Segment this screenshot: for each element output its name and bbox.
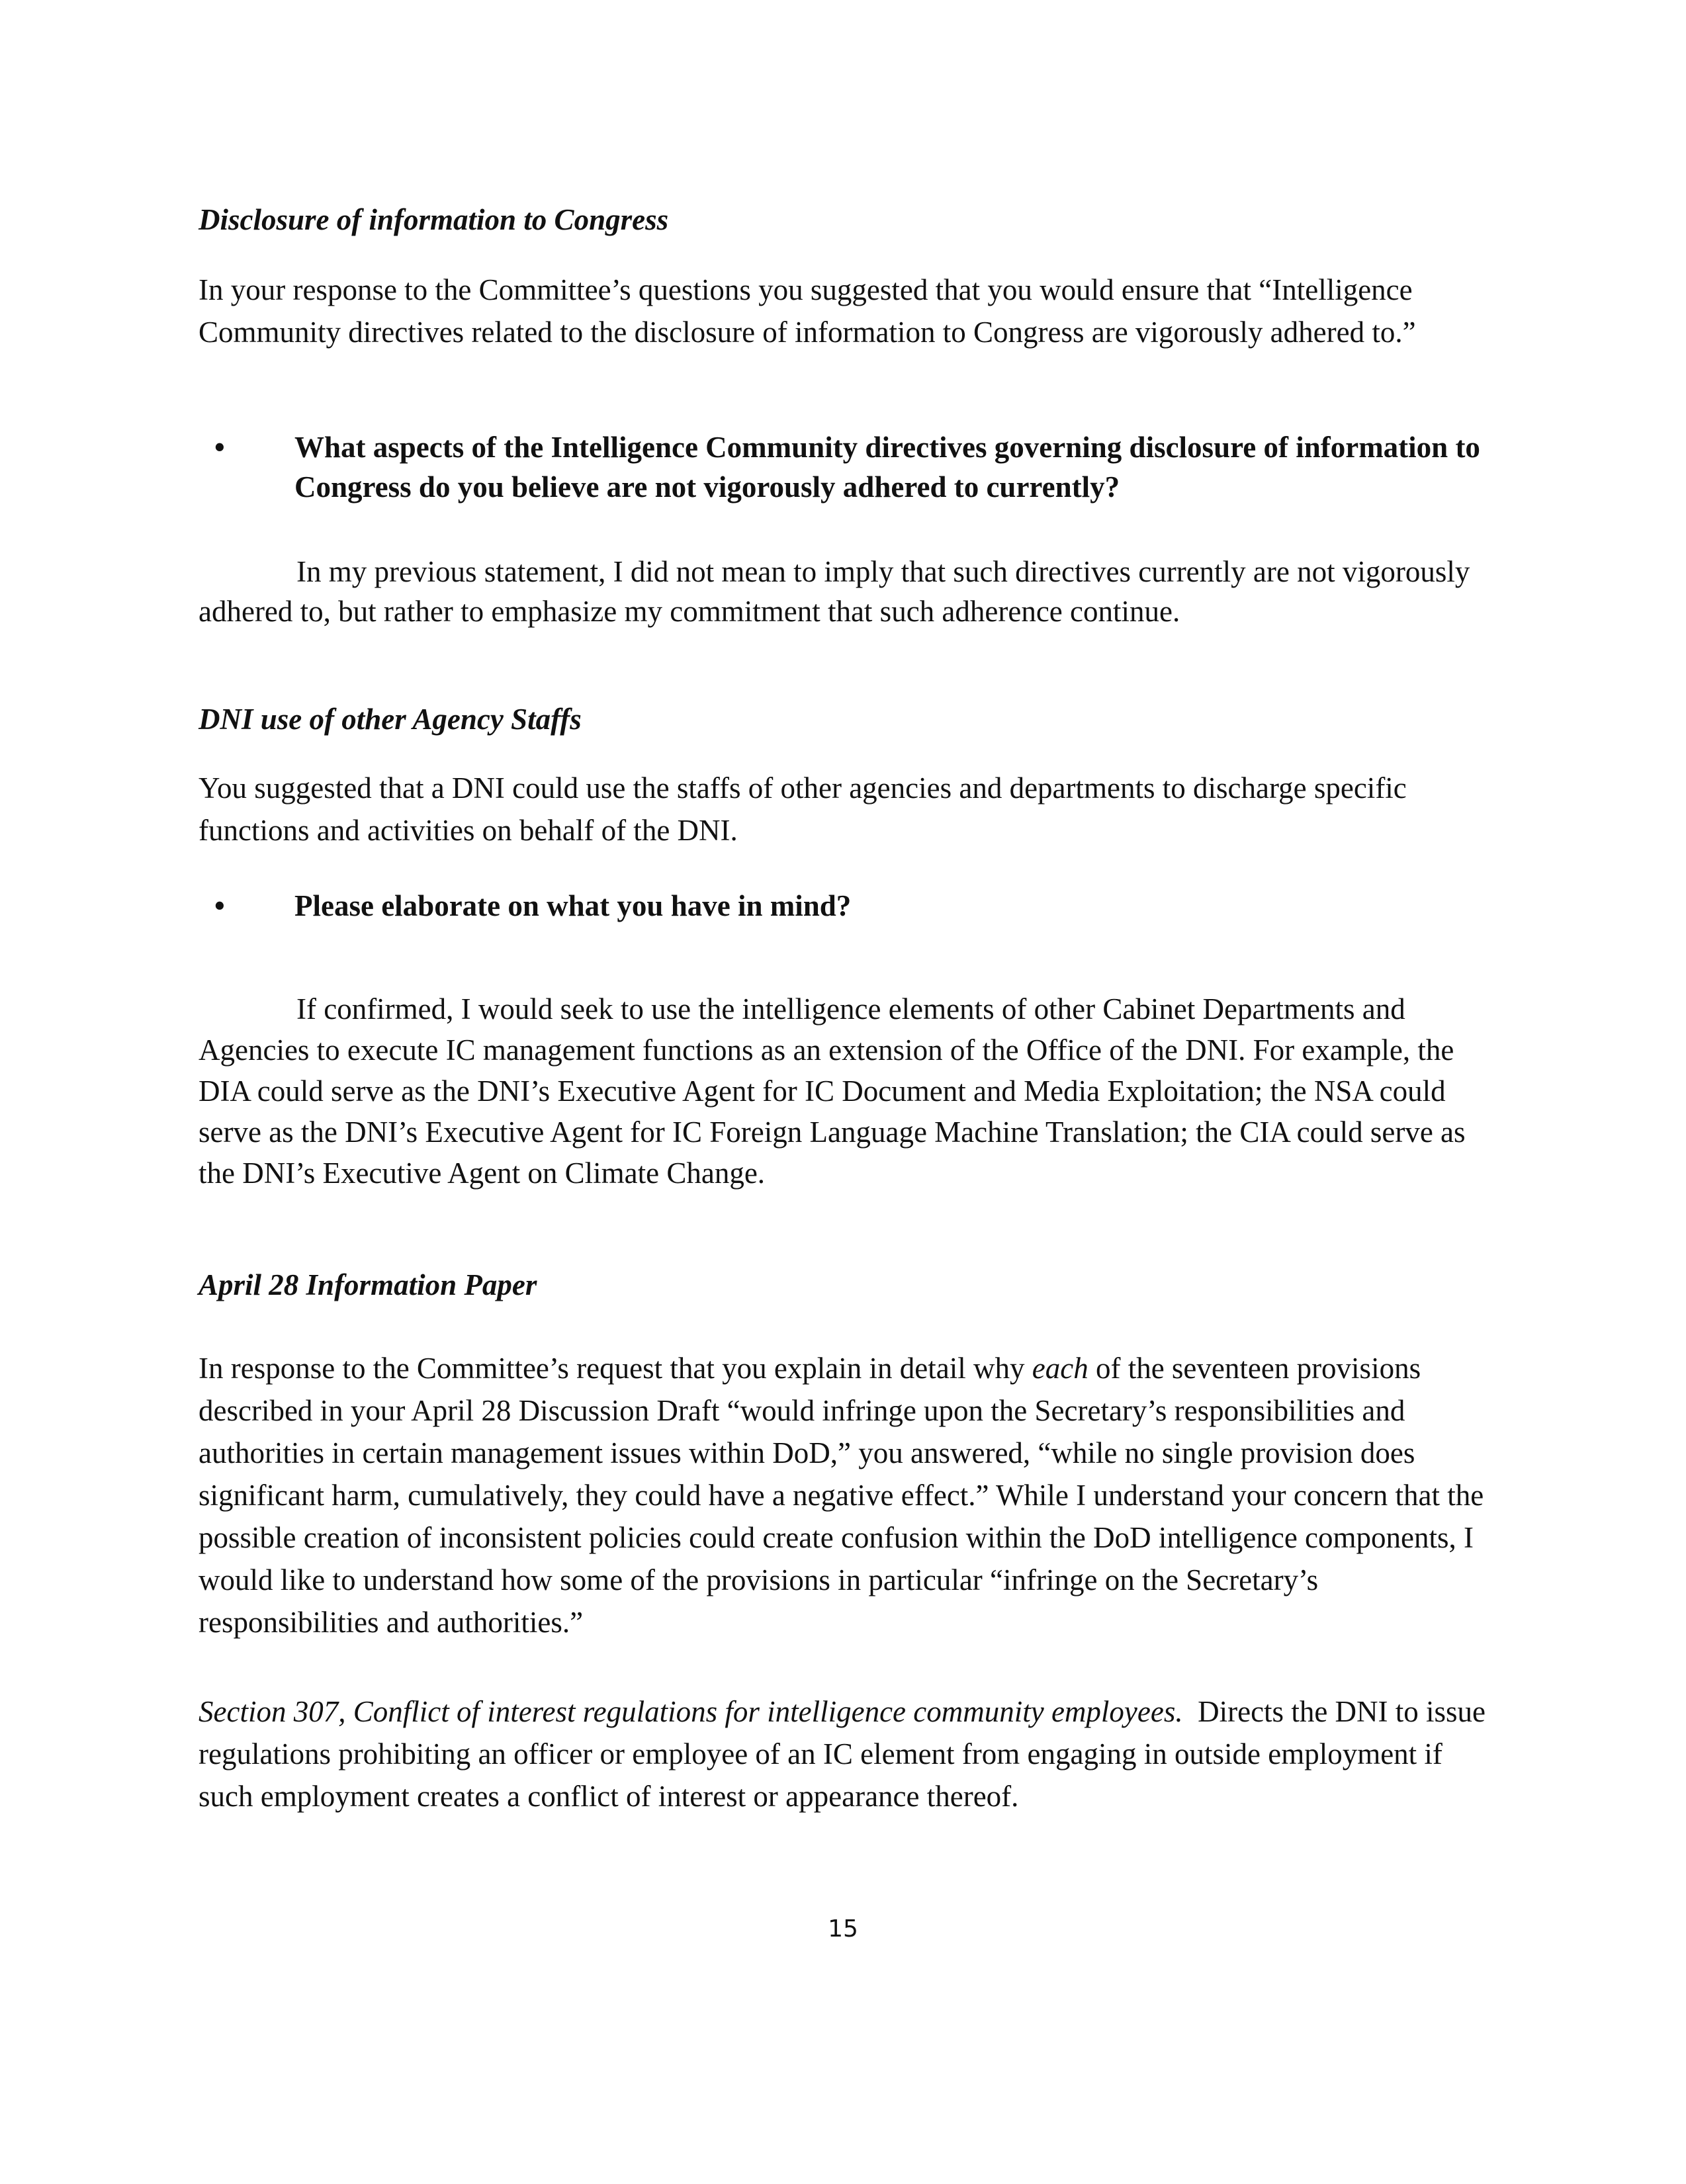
intro-emphasis: each <box>1032 1352 1088 1385</box>
section-heading-dni-staffs: DNI use of other Agency Staffs <box>199 703 582 736</box>
section-intro-dni-staffs: You suggested that a DNI could use the staffs of other agencies and departments to discharge specific functions and activities on behalf of the DNI. <box>199 771 1407 847</box>
question-text: What aspects of the Intelligence Community directives governing disclosure of information to Congress do you believe are not vigorously adhered to currently? <box>294 431 1480 503</box>
question-text: Please elaborate on what you have in mind? <box>294 889 852 922</box>
heading-text: April 28 Information Paper <box>199 1268 537 1301</box>
bullet-icon: • <box>214 431 225 464</box>
page-number: 15 <box>828 1915 858 1943</box>
section-heading-april-28 <box>199 1264 1495 1306</box>
question-bullet-dni-staffs <box>199 885 1495 927</box>
provision-text: Directs the DNI to issue regulations prohibiting an officer or employee of an IC element from engaging in outside employment if such employment creates a conflict of interest or appearance thereof. <box>199 1695 1493 1813</box>
intro-text-part1: In response to the Committee’s request that you explain in detail why <box>199 1352 1032 1385</box>
question-bullet-disclosure <box>199 427 1495 507</box>
provision-section-307 <box>199 1690 1495 1817</box>
provision-title: Section 307, Conflict of interest regulations for intelligence community employees. <box>199 1695 1183 1728</box>
answer-disclosure: In my previous statement, I did not mean to imply that such directives currently are not vigorously adhered to, but rather to emphasize my commitment that such adherence continue. <box>199 555 1470 628</box>
intro-text-part2: of the seventeen provisions described in your April 28 Discussion Draft “would infringe upon the Secretary’s responsibilities and authorities in certain management issues within DoD,” you answered, “while no single provision does significant harm, cumulatively, they could have a negative effect.” While I understand your concern that the possible creation of inconsistent policies could create confusion within the DoD intelligence components, I would like to understand how some of the provisions in particular “infringe on the Secretary’s responsibilities and authorities.” <box>199 1352 1484 1639</box>
section-intro-disclosure: In your response to the Committee’s questions you suggested that you would ensure that “Intelligence Community directives related to the disclosure of information to Congress are vigorously adhered to.” <box>199 273 1416 349</box>
section-heading-disclosure: Disclosure of information to Congress <box>199 203 669 236</box>
answer-dni-staffs: If confirmed, I would seek to use the intelligence elements of other Cabinet Departments and Agencies to execute IC management functions as an extension of the Office of the DNI. For example, the DIA could serve as the DNI’s Executive Agent for IC Document and Media Exploitation; the NSA could serve as the DNI’s Executive Agent for IC Foreign Language Machine Translation; the CIA could serve as the DNI’s Executive Agent on Climate Change. <box>199 992 1466 1190</box>
bullet-icon: • <box>214 889 225 922</box>
section-intro-april-28 <box>199 1347 1495 1643</box>
